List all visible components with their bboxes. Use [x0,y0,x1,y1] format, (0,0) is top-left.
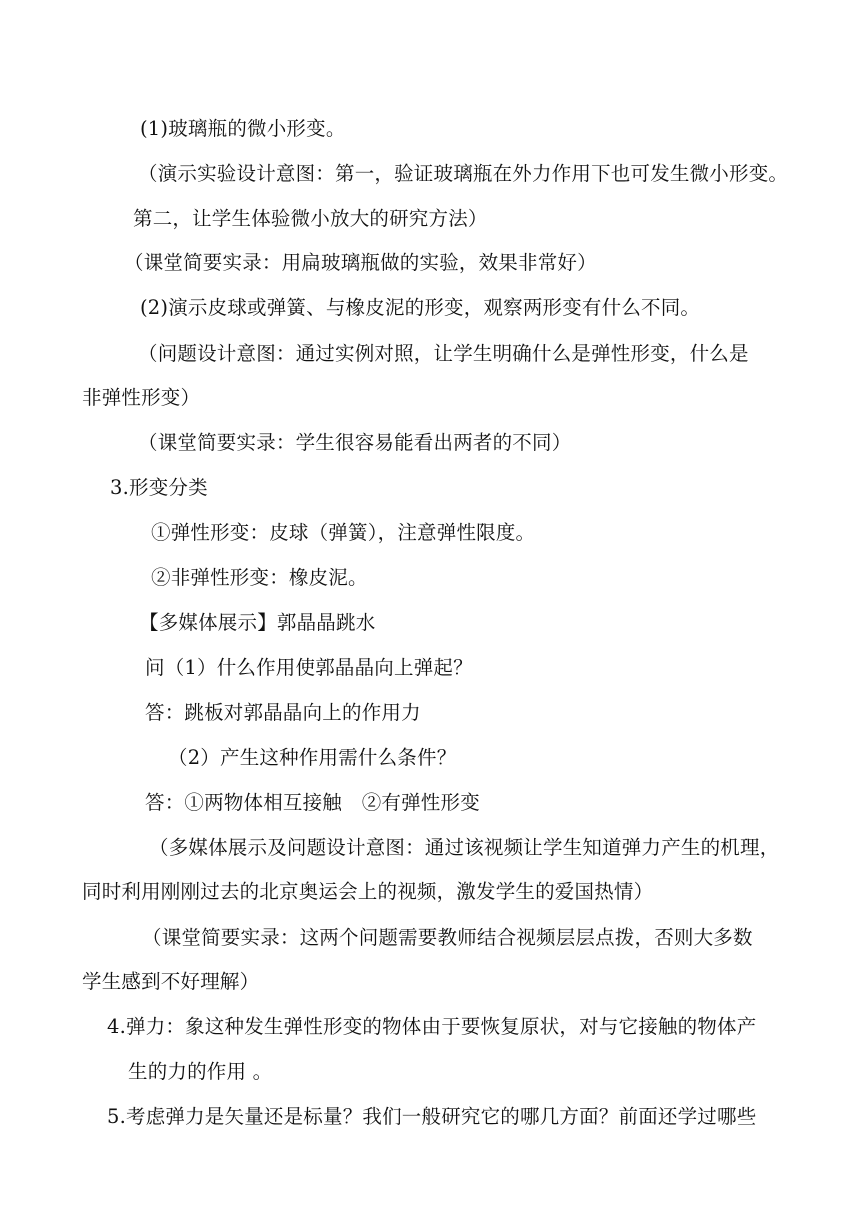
text-line-20: 学生感到不好理解） [82,970,260,993]
text-line-13: 问（1）什么作用使郭晶晶向上弹起？ [145,656,473,679]
text-line-11: ②非弹性形变：橡皮泥。 [151,566,368,589]
text-line-3: 第二，让学生体验微小放大的研究方法） [133,207,488,230]
text-line-5: (2)演示皮球或弹簧、与橡皮泥的形变，观察两形变有什么不同。 [140,296,701,319]
text-line-15: （2）产生这种作用需什么条件？ [168,746,457,769]
text-line-12: 【多媒体展示】郭晶晶跳水 [139,611,376,634]
text-line-22: 生的力的作用 。 [128,1060,273,1083]
text-line-18: 同时利用刚刚过去的北京奥运会上的视频，激发学生的爱国热情） [82,880,654,903]
text-line-1: (1)玻璃瓶的微小形变。 [140,117,346,140]
text-line-8: （课堂简要实录：学生很容易能看出两者的不同） [138,431,572,454]
text-line-2: （演示实验设计意图：第一，验证玻璃瓶在外力作用下也可发生微小形变。 [138,162,789,185]
text-line-10: ①弹性形变：皮球（弹簧），注意弹性限度。 [151,521,536,544]
text-line-7: 非弹性形变） [82,386,201,409]
text-line-14: 答：跳板对郭晶晶向上的作用力 [145,701,421,724]
text-line-4: （课堂简要实录：用扁玻璃瓶做的实验，效果非常好） [124,251,597,274]
text-line-16: 答：①两物体相互接触 ②有弹性形变 [145,791,480,814]
text-line-19: （课堂简要实录：这两个问题需要教师结合视频层层点拨，否则大多数 [142,926,753,949]
text-line-17: （多媒体展示及问题设计意图：通过该视频让学生知道弹力产生的机理， [149,836,780,859]
text-line-9: 3.形变分类 [110,476,208,499]
text-line-23: 5.考虑弹力是矢量还是标量？我们一般研究它的哪几方面？前面还学过哪些 [107,1105,757,1128]
text-line-6: （问题设计意图：通过实例对照，让学生明确什么是弹性形变，什么是 [138,342,749,365]
text-line-21: 4.弹力：象这种发生弹性形变的物体由于要恢复原状，对与它接触的物体产 [107,1015,757,1038]
